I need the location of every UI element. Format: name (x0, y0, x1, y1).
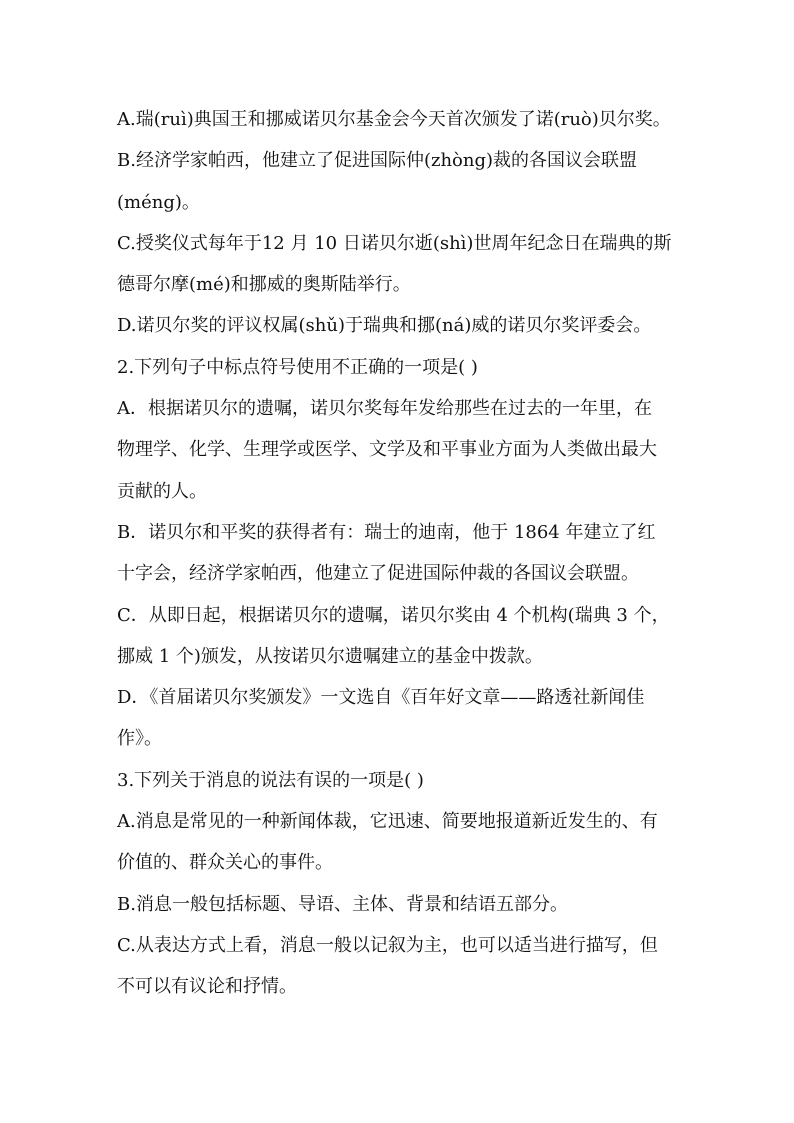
option-3c-line: C.从表达方式上看，消息一般以记叙为主，也可以适当进行描写，但 (117, 934, 658, 956)
option-2b-line: B．诺贝尔和平奖的获得者有：瑞士的迪南，他于 1864 年建立了红 (117, 521, 656, 543)
option-2a-line-cont: 贡献的人。 (117, 480, 207, 502)
question-2-stem: 2.下列句子中标点符号使用不正确的一项是( ) (117, 356, 478, 378)
option-1c-line-cont: 德哥尔摩(mé)和挪威的奥斯陆举行。 (117, 274, 411, 296)
option-2c-line-cont: 挪威 1 个)颁发，从按诺贝尔遗嘱建立的基金中拨款。 (117, 645, 543, 667)
option-2a-line: A．根据诺贝尔的遗嘱，诺贝尔奖每年发给那些在过去的一年里，在 (117, 398, 652, 420)
option-1c-line: C.授奖仪式每年于12 月 10 日诺贝尔逝(shì)世周年纪念日在瑞典的斯 (117, 232, 672, 254)
question-3-stem: 3.下列关于消息的说法有误的一项是( ) (117, 769, 424, 791)
option-1d-line: D.诺贝尔奖的评议权属(shǔ)于瑞典和挪(ná)威的诺贝尔奖评委会。 (117, 315, 652, 337)
option-2b-line-cont: 十字会，经济学家帕西，他建立了促进国际仲裁的各国议会联盟。 (117, 563, 639, 585)
option-3a-line: A.消息是常见的一种新闻体裁，它迅速、简要地报道新近发生的、有 (117, 811, 658, 833)
option-2d-line: D．《首届诺贝尔奖颁发》一文选自《百年好文章——路透社新闻佳 (117, 687, 645, 709)
option-2a-line-cont: 物理学、化学、生理学或医学、文学及和平事业方面为人类做出最大 (117, 439, 657, 461)
option-3c-line-cont: 不可以有议论和抒情。 (117, 976, 297, 998)
option-2d-line-cont: 作》。 (117, 728, 162, 750)
option-1a-line: A.瑞(ruì)典国王和挪威诺贝尔基金会今天首次颁发了诺(ruò)贝尔奖。 (117, 109, 671, 130)
option-3a-line-cont: 价值的、群众关心的事件。 (117, 852, 333, 874)
option-2c-line: C．从即日起，根据诺贝尔的遗嘱，诺贝尔奖由 4 个机构(瑞典 3 个， (117, 604, 670, 626)
option-3b-line: B.消息一般包括标题、导语、主体、背景和结语五部分。 (117, 893, 568, 915)
document-body (117, 99, 697, 1008)
option-1b-line: B.经济学家帕西，他建立了促进国际仲(zhòng)裁的各国议会联盟 (117, 150, 638, 172)
option-1b-line-cont: (méng)。 (117, 191, 200, 213)
